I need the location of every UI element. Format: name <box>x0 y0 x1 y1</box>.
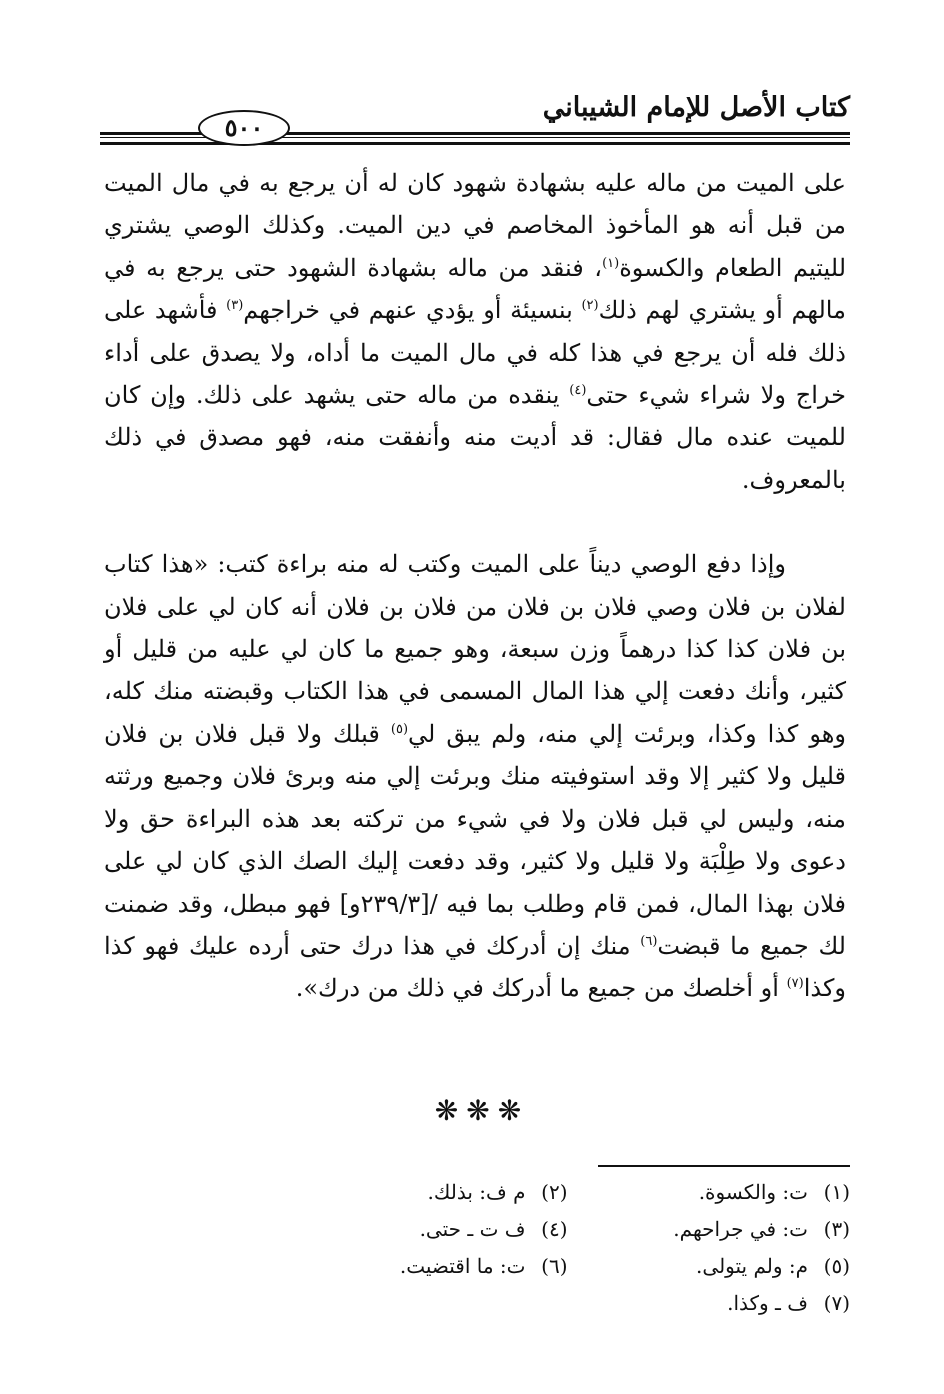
footnote-ref: (١) <box>602 255 620 271</box>
footnote-number: (٥) <box>823 1254 850 1278</box>
footnote-1 <box>568 1180 851 1217</box>
footnote-rule <box>598 1165 850 1167</box>
page-header <box>100 90 850 150</box>
footnote-text: م ف: بذلك. <box>427 1180 526 1204</box>
footnote-5 <box>568 1254 851 1291</box>
page-number: ٥٠٠ <box>198 110 290 146</box>
paragraph-2 <box>104 543 846 1009</box>
footnote-ref: (٥) <box>390 721 409 737</box>
footnote-ref: (٤) <box>569 383 587 399</box>
text-run: منك إن أدركك في هذا درك حتى أرده عليك فهو كذا وكذا <box>104 931 846 1003</box>
footnote-text: ف ت ـ حتى. <box>419 1217 526 1241</box>
footnote-2 <box>285 1180 568 1217</box>
text-run: ينقده من ماله حتى يشهد على ذلك. وإن كان للميت عنده مال فقال: قد أديت منه وأنفقت منه، فهو مصدق في ذلك بالمعروف. <box>104 381 846 494</box>
footnotes <box>285 1180 850 1328</box>
footnote-ref: (٢) <box>581 298 599 314</box>
footnote-ref: (٣) <box>226 298 244 314</box>
footnote-ref: (٧) <box>786 976 804 992</box>
footnote-number: (٢) <box>541 1180 568 1204</box>
footnote-number: (٣) <box>823 1217 850 1241</box>
text-run: ، فنقد من ماله بشهادة الشهود حتى يرجع به في مالهم أو يشتري لهم ذلك <box>104 253 846 325</box>
text-run: على الميت من ماله عليه بشهادة شهود كان له أن يرجع به في مال الميت من قبل أنه هو المأخوذ المخاصم في دين الميت. وكذلك الوصي يشتري لليتيم الطعام والكسوة <box>104 169 847 282</box>
footnote-text: م: ولم يتولى. <box>696 1254 808 1278</box>
footnote-7 <box>568 1291 851 1328</box>
footnote-number: (١) <box>823 1180 850 1204</box>
main-text <box>104 162 846 1010</box>
footnote-text: ت: ما اقتضيت. <box>399 1254 526 1278</box>
footnote-number: (٦) <box>541 1254 568 1278</box>
text-run: وإذا دفع الوصي ديناً على الميت وكتب له منه براءة كتب: «هذا كتاب لفلان بن فلان وصي فلان بن فلان من فلان بن فلان أنه كان لي على فلان بن فلان كذا كذا درهماً وزن سبعة، وهو جميع ما كان لي عليه من قليل أو كثير، وأنك دفعت إلي هذا المال المسمى في هذا الكتاب وقبضته منك كله، وهو كذا وكذا، وبرئت إلي منه، ولم يبق لي <box>104 550 846 748</box>
book-title: كتاب الأصل للإمام الشيباني <box>542 92 850 123</box>
footnote-ref: (٦) <box>640 933 658 949</box>
footnote-text: ف ـ وكذا. <box>727 1291 808 1315</box>
footnote-3 <box>568 1217 851 1254</box>
footnote-text: ت: والكسوة. <box>698 1180 808 1204</box>
footnote-4 <box>285 1217 568 1254</box>
footnote-number: (٤) <box>541 1217 568 1241</box>
footnote-text: ت: في جراحهم. <box>673 1217 808 1241</box>
text-run: قبلك ولا قبل فلان بن فلان قليل ولا كثير إلا وقد استوفيته منك وبرئت إلي منه وبرئ فلان وجميع ورثته منه، وليس لي قبل فلان ولا في شيء من تركته بعد هذه البراءة حق ولا دعوى ولا طِلْبَة ولا قليل ولا كثير، وقد دفعت إليك الصك الذي كان لي على فلان بهذا المال، فمن قام وطلب بما فيه /[٢٣٩/٣و] فهو مبطل، وقد ضمنت لك جميع ما قبضت <box>104 719 846 960</box>
text-run: بنسيئة أو يؤدي عنهم في خراجهم <box>243 296 582 325</box>
footnote-6 <box>285 1254 568 1291</box>
footnote-number: (٧) <box>823 1291 850 1315</box>
paragraph-1 <box>104 162 846 501</box>
text-run: أو أخلصك من جميع ما أدركك في ذلك من درك». <box>295 974 787 1003</box>
text-run: فأشهد على ذلك فله أن يرجع في هذا كله في مال الميت ما أداه، ولا يصدق على أداء خراج ولا شراء شيء حتى <box>104 296 846 410</box>
header-rule-bottom <box>100 142 850 145</box>
section-separator: ❋❋❋ <box>434 1094 530 1127</box>
